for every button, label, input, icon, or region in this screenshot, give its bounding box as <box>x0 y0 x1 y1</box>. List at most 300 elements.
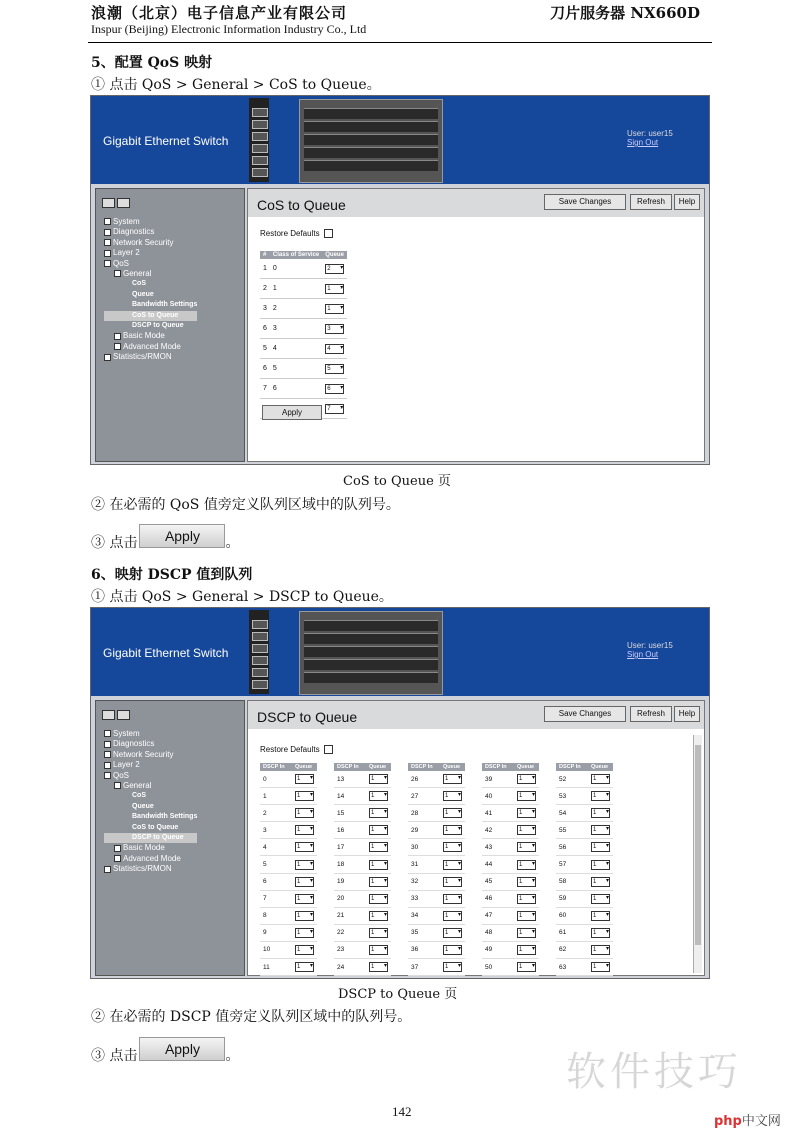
class-of-service: 6 <box>270 379 322 399</box>
table-row <box>260 959 317 976</box>
section6-step1: ① 点击 QoS > General > DSCP to Queue。 <box>91 589 393 605</box>
nav-statistics[interactable]: Statistics/RMON <box>104 352 197 362</box>
section5-caption: CoS to Queue 页 <box>343 474 451 489</box>
queue-select[interactable]: 1 ▾ <box>369 877 388 887</box>
brand-title: Gigabit Ethernet Switch <box>103 646 229 660</box>
dscp-value: 48 <box>482 924 514 941</box>
refresh-button[interactable]: Refresh <box>630 194 672 210</box>
expand-all-icon[interactable] <box>102 710 115 720</box>
dscp-value: 32 <box>408 873 440 890</box>
row-index: 5 <box>260 339 270 359</box>
dscp-value: 15 <box>334 805 366 822</box>
dscp-value: 6 <box>260 873 292 890</box>
dscp-value: 55 <box>556 822 588 839</box>
table-row <box>260 822 317 839</box>
row-index: 1 <box>260 259 270 279</box>
table-row <box>260 941 317 958</box>
folder-icon <box>104 762 111 769</box>
nav-advanced-mode[interactable]: Advanced Mode <box>104 342 197 352</box>
nav-tree <box>104 217 197 363</box>
header-product: 刀片服务器 NX660D <box>550 4 700 22</box>
folder-icon <box>104 866 111 873</box>
folder-open-icon <box>114 782 121 789</box>
help-button[interactable]: Help <box>674 194 700 210</box>
queue-select[interactable]: 3 ▾ <box>325 324 344 334</box>
dscp-value: 19 <box>334 873 366 890</box>
class-of-service: 1 <box>270 279 322 299</box>
row-index: 3 <box>260 299 270 319</box>
save-changes-button[interactable]: Save Changes <box>544 194 626 210</box>
refresh-button[interactable]: Refresh <box>630 706 672 722</box>
table-row <box>260 259 347 279</box>
section6-caption: DSCP to Queue 页 <box>338 987 458 1002</box>
header-company-cn: 浪潮（北京）电子信息产业有限公司 <box>91 4 348 22</box>
queue-select[interactable]: 1 ▾ <box>295 825 314 835</box>
folder-icon <box>114 343 121 350</box>
queue-select[interactable]: 1 ▾ <box>295 860 314 870</box>
dscp-value: 54 <box>556 805 588 822</box>
table-row <box>260 771 317 788</box>
dscp-value: 1 <box>260 788 292 805</box>
table-row <box>260 359 347 379</box>
cos-screenshot <box>90 95 710 465</box>
folder-open-icon <box>104 260 111 267</box>
queue-select[interactable]: 1 ▾ <box>517 808 536 818</box>
table-row <box>408 924 465 941</box>
section5-step1: ① 点击 QoS > General > CoS to Queue。 <box>91 77 381 93</box>
nav-diagnostics[interactable]: Diagnostics <box>104 227 197 237</box>
section5-step2: ② 在必需的 QoS 值旁定义队列区域中的队列号。 <box>91 497 400 513</box>
folder-icon <box>114 333 121 340</box>
table-row <box>482 924 539 941</box>
dscp-value: 31 <box>408 856 440 873</box>
page-title: DSCP to Queue <box>257 709 358 725</box>
nav-cos[interactable]: CoS <box>132 792 146 800</box>
table-row <box>260 788 317 805</box>
cos-col-header: # <box>260 251 270 259</box>
queue-select[interactable]: 1 ▾ <box>517 945 536 955</box>
queue-select[interactable]: 1 ▾ <box>517 894 536 904</box>
queue-select[interactable]: 1 ▾ <box>369 791 388 801</box>
table-row <box>556 856 613 873</box>
queue-select[interactable]: 1 ▾ <box>591 842 610 852</box>
folder-icon <box>104 354 111 361</box>
save-changes-button[interactable]: Save Changes <box>544 706 626 722</box>
nav-network-security[interactable]: Network Security <box>104 750 197 760</box>
nav-queue[interactable]: Queue <box>132 290 154 298</box>
header-rule <box>88 42 712 43</box>
table-row <box>482 771 539 788</box>
table-row <box>408 771 465 788</box>
queue-select[interactable]: 1 ▾ <box>369 928 388 938</box>
collapse-all-icon[interactable] <box>117 710 130 720</box>
nav-dscp-to-queue[interactable]: DSCP to Queue <box>132 322 184 330</box>
queue-select[interactable]: 2 ▾ <box>325 264 344 274</box>
queue-select[interactable]: 1 ▾ <box>517 860 536 870</box>
queue-select[interactable]: 1 ▾ <box>517 825 536 835</box>
chassis-image <box>299 611 443 695</box>
table-row <box>260 379 347 399</box>
dscp-value: 5 <box>260 856 292 873</box>
queue-select[interactable]: 1 ▾ <box>295 962 314 972</box>
queue-select[interactable]: 1 ▾ <box>443 894 462 904</box>
nav-basic-mode[interactable]: Basic Mode <box>104 843 197 853</box>
table-row <box>482 941 539 958</box>
queue-select[interactable]: 4 ▾ <box>325 344 344 354</box>
table-row <box>556 822 613 839</box>
queue-select[interactable]: 1 ▾ <box>295 911 314 921</box>
dscp-value: 49 <box>482 941 514 958</box>
sign-out-link[interactable]: Sign Out <box>627 138 659 147</box>
queue-select[interactable]: 1 ▾ <box>369 825 388 835</box>
queue-select[interactable]: 1 ▾ <box>591 928 610 938</box>
nav-general[interactable]: General <box>104 781 197 791</box>
table-row <box>334 822 391 839</box>
table-row <box>334 856 391 873</box>
dscp-value: 28 <box>408 805 440 822</box>
dscp-value: 27 <box>408 788 440 805</box>
queue-select[interactable]: 1 ▾ <box>295 945 314 955</box>
dscp-group <box>482 763 539 976</box>
content-panel <box>247 700 705 976</box>
table-row <box>482 873 539 890</box>
dscp-col-header: Queue <box>366 763 391 771</box>
dscp-group <box>260 763 317 976</box>
table-row <box>260 839 317 856</box>
dscp-value: 35 <box>408 924 440 941</box>
queue-select[interactable]: 1 ▾ <box>517 842 536 852</box>
nav-panel <box>95 188 245 462</box>
dscp-value: 8 <box>260 907 292 924</box>
dscp-value: 9 <box>260 924 292 941</box>
queue-select[interactable]: 1 ▾ <box>369 774 388 784</box>
dscp-value: 0 <box>260 771 292 788</box>
nav-dscp-to-queue[interactable]: DSCP to Queue <box>104 833 197 843</box>
section6-step3: ③ 点击 Apply 。 <box>91 1043 239 1067</box>
queue-select[interactable]: 1 ▾ <box>517 774 536 784</box>
table-row <box>260 924 317 941</box>
row-index: 6 <box>260 319 270 339</box>
nav-system[interactable]: System <box>104 217 197 227</box>
queue-select[interactable]: 1 ▾ <box>517 791 536 801</box>
nav-statistics[interactable]: Statistics/RMON <box>104 864 197 874</box>
queue-select[interactable]: 1 ▾ <box>443 774 462 784</box>
table-row <box>334 805 391 822</box>
queue-select[interactable]: 1 ▾ <box>295 877 314 887</box>
queue-select[interactable]: 1 ▾ <box>591 877 610 887</box>
table-row <box>408 839 465 856</box>
table-row <box>556 924 613 941</box>
nav-qos[interactable]: QoS <box>104 771 197 781</box>
nav-queue[interactable]: Queue <box>132 802 154 810</box>
queue-select[interactable]: 1 ▾ <box>591 860 610 870</box>
collapse-all-icon[interactable] <box>117 198 130 208</box>
queue-select[interactable]: 1 ▾ <box>517 962 536 972</box>
dscp-value: 23 <box>334 941 366 958</box>
table-row <box>482 907 539 924</box>
dscp-col-header: DSCP In <box>408 763 440 771</box>
queue-select[interactable]: 1 ▾ <box>443 825 462 835</box>
nav-network-security[interactable]: Network Security <box>104 238 197 248</box>
switch-image <box>249 98 269 182</box>
queue-select[interactable]: 1 ▾ <box>591 911 610 921</box>
scroll-thumb[interactable] <box>695 745 701 945</box>
table-row <box>556 873 613 890</box>
apply-button-image: Apply <box>139 1037 225 1061</box>
nav-basic-mode[interactable]: Basic Mode <box>104 331 197 341</box>
queue-select[interactable]: 1 ▾ <box>443 945 462 955</box>
queue-select[interactable]: 1 ▾ <box>517 928 536 938</box>
header-company-en: Inspur (Beijing) Electronic Information Industry Co., Ltd <box>91 22 367 36</box>
nav-toolbar <box>102 195 132 213</box>
table-row <box>260 907 317 924</box>
restore-defaults[interactable]: Restore Defaults <box>260 229 333 238</box>
nav-layer2[interactable]: Layer 2 <box>104 760 197 770</box>
section6-heading: 6、映射 DSCP 值到队列 <box>91 567 253 583</box>
dscp-col-header: Queue <box>588 763 613 771</box>
table-row <box>482 805 539 822</box>
dscp-value: 30 <box>408 839 440 856</box>
dscp-col-header: DSCP In <box>334 763 366 771</box>
nav-panel <box>95 700 245 976</box>
queue-select[interactable]: 1 ▾ <box>369 945 388 955</box>
table-row <box>482 822 539 839</box>
table-row <box>334 924 391 941</box>
table-row <box>260 299 347 319</box>
dscp-value: 40 <box>482 788 514 805</box>
queue-select[interactable]: 1 ▾ <box>295 791 314 801</box>
queue-select[interactable]: 1 ▾ <box>295 894 314 904</box>
dscp-value: 61 <box>556 924 588 941</box>
nav-advanced-mode[interactable]: Advanced Mode <box>104 854 197 864</box>
dscp-value: 63 <box>556 959 588 976</box>
folder-icon <box>104 239 111 246</box>
dscp-value: 11 <box>260 959 292 976</box>
nav-diagnostics[interactable]: Diagnostics <box>104 739 197 749</box>
apply-button[interactable]: Apply <box>262 405 322 420</box>
table-row <box>556 788 613 805</box>
dscp-value: 22 <box>334 924 366 941</box>
queue-select[interactable]: 1 ▾ <box>443 842 462 852</box>
section5-heading: 5、配置 QoS 映射 <box>91 55 213 71</box>
dscp-group <box>556 763 613 976</box>
queue-select[interactable]: 1 ▾ <box>443 791 462 801</box>
dscp-value: 20 <box>334 890 366 907</box>
folder-icon <box>104 730 111 737</box>
vertical-scrollbar[interactable] <box>693 735 702 973</box>
class-of-service: 4 <box>270 339 322 359</box>
folder-icon <box>104 250 111 257</box>
dscp-value: 57 <box>556 856 588 873</box>
folder-open-icon <box>104 772 111 779</box>
queue-select[interactable]: 1 ▾ <box>517 877 536 887</box>
queue-select[interactable]: 1 ▾ <box>369 860 388 870</box>
queue-select[interactable]: 1 ▾ <box>369 808 388 818</box>
table-row <box>334 873 391 890</box>
queue-select[interactable]: 1 ▾ <box>443 877 462 887</box>
table-row <box>556 839 613 856</box>
dscp-value: 56 <box>556 839 588 856</box>
table-row <box>556 771 613 788</box>
dscp-value: 52 <box>556 771 588 788</box>
dscp-value: 2 <box>260 805 292 822</box>
dscp-value: 53 <box>556 788 588 805</box>
user-label: User: user15 <box>627 129 673 138</box>
table-row <box>260 890 317 907</box>
table-row <box>556 959 613 976</box>
queue-select[interactable]: 1 ▾ <box>443 911 462 921</box>
dscp-col-header: DSCP In <box>556 763 588 771</box>
table-row <box>408 907 465 924</box>
queue-select[interactable]: 1 ▾ <box>369 962 388 972</box>
dscp-col-header: Queue <box>440 763 465 771</box>
dscp-col-header: Queue <box>514 763 539 771</box>
dscp-value: 45 <box>482 873 514 890</box>
dscp-value: 18 <box>334 856 366 873</box>
folder-icon <box>104 229 111 236</box>
queue-select[interactable]: 1 ▾ <box>369 842 388 852</box>
table-row <box>482 788 539 805</box>
table-row <box>556 907 613 924</box>
table-row <box>408 822 465 839</box>
sign-out-link[interactable]: Sign Out <box>627 650 659 659</box>
nav-general[interactable]: General <box>104 269 197 279</box>
table-row <box>260 279 347 299</box>
table-row <box>260 339 347 359</box>
dscp-group <box>334 763 391 976</box>
dscp-value: 13 <box>334 771 366 788</box>
chassis-image <box>299 99 443 183</box>
queue-select[interactable]: 1 ▾ <box>295 774 314 784</box>
table-row <box>556 890 613 907</box>
expand-all-icon[interactable] <box>102 198 115 208</box>
table-row <box>334 788 391 805</box>
dscp-value: 33 <box>408 890 440 907</box>
dscp-value: 50 <box>482 959 514 976</box>
queue-select[interactable]: 1 ▾ <box>295 928 314 938</box>
row-index: 7 <box>260 379 270 399</box>
help-button[interactable]: Help <box>674 706 700 722</box>
page-number: 142 <box>392 1104 412 1119</box>
table-row <box>260 319 347 339</box>
dscp-value: 26 <box>408 771 440 788</box>
row-index: 2 <box>260 279 270 299</box>
table-row <box>408 959 465 976</box>
folder-icon <box>114 845 121 852</box>
table-row <box>482 890 539 907</box>
queue-select[interactable]: 1 ▾ <box>591 791 610 801</box>
table-row <box>334 839 391 856</box>
queue-select[interactable]: 1 ▾ <box>443 962 462 972</box>
cos-col-header: Class of Service <box>270 251 322 259</box>
nav-system[interactable]: System <box>104 729 197 739</box>
user-label: User: user15 <box>627 641 673 650</box>
queue-select[interactable]: 1 ▾ <box>591 945 610 955</box>
table-row <box>408 788 465 805</box>
dscp-value: 36 <box>408 941 440 958</box>
watermark-text: 软件技巧 <box>566 1049 742 1095</box>
nav-cos-to-queue[interactable]: CoS to Queue <box>104 311 197 321</box>
content-panel <box>247 188 705 462</box>
table-row <box>334 771 391 788</box>
queue-select[interactable]: 1 ▾ <box>443 808 462 818</box>
queue-select[interactable]: 1 ▾ <box>591 962 610 972</box>
user-info <box>627 641 673 659</box>
queue-select[interactable]: 1 ▾ <box>443 860 462 870</box>
queue-select[interactable]: 1 ▾ <box>591 825 610 835</box>
folder-open-icon <box>114 270 121 277</box>
nav-cos[interactable]: CoS <box>132 280 146 288</box>
nav-tree <box>104 729 197 875</box>
dscp-value: 3 <box>260 822 292 839</box>
restore-defaults-checkbox[interactable] <box>324 229 333 238</box>
table-row <box>556 805 613 822</box>
table-row <box>408 941 465 958</box>
dscp-value: 17 <box>334 839 366 856</box>
cos-col-header: Queue <box>322 251 347 259</box>
content-titlebar <box>248 189 704 217</box>
restore-defaults[interactable]: Restore Defaults <box>260 745 333 754</box>
queue-select[interactable]: 1 ▾ <box>591 774 610 784</box>
dscp-value: 21 <box>334 907 366 924</box>
dscp-value: 4 <box>260 839 292 856</box>
folder-icon <box>114 855 121 862</box>
queue-select[interactable]: 1 ▾ <box>517 911 536 921</box>
queue-select[interactable]: 5 ▾ <box>325 364 344 374</box>
folder-icon <box>104 218 111 225</box>
queue-select[interactable]: 1 ▾ <box>443 928 462 938</box>
nav-bandwidth[interactable]: Bandwidth Settings <box>132 813 198 821</box>
dscp-col-header: DSCP In <box>482 763 514 771</box>
queue-select[interactable]: 1 ▾ <box>295 808 314 818</box>
nav-cos-to-queue[interactable]: CoS to Queue <box>132 823 179 831</box>
queue-select[interactable]: 6 ▾ <box>325 384 344 394</box>
nav-bandwidth[interactable]: Bandwidth Settings <box>132 301 198 309</box>
dscp-value: 39 <box>482 771 514 788</box>
queue-select[interactable]: 1 ▾ <box>591 808 610 818</box>
user-info <box>627 129 673 147</box>
table-row <box>334 941 391 958</box>
queue-select[interactable]: 1 ▾ <box>325 304 344 314</box>
nav-qos[interactable]: QoS <box>104 259 197 269</box>
page-title: CoS to Queue <box>257 197 346 213</box>
table-row <box>482 959 539 976</box>
nav-layer2[interactable]: Layer 2 <box>104 248 197 258</box>
dscp-value: 43 <box>482 839 514 856</box>
table-row <box>482 839 539 856</box>
queue-select[interactable]: 1 ▾ <box>325 284 344 294</box>
queue-select[interactable]: 7 ▾ <box>325 404 344 414</box>
dscp-value: 7 <box>260 890 292 907</box>
table-row <box>334 890 391 907</box>
queue-select[interactable]: 1 ▾ <box>369 894 388 904</box>
dscp-col-header: DSCP In <box>260 763 292 771</box>
dscp-value: 14 <box>334 788 366 805</box>
table-row <box>408 856 465 873</box>
queue-select[interactable]: 1 ▾ <box>591 894 610 904</box>
dscp-value: 34 <box>408 907 440 924</box>
class-of-service: 3 <box>270 319 322 339</box>
dscp-value: 58 <box>556 873 588 890</box>
watermark-site: php中文网 <box>714 1114 781 1129</box>
table-row <box>408 873 465 890</box>
restore-defaults-checkbox[interactable] <box>324 745 333 754</box>
queue-select[interactable]: 1 ▾ <box>369 911 388 921</box>
dscp-value: 62 <box>556 941 588 958</box>
switch-image <box>249 610 269 694</box>
content-titlebar <box>248 701 704 729</box>
queue-select[interactable]: 1 ▾ <box>295 842 314 852</box>
